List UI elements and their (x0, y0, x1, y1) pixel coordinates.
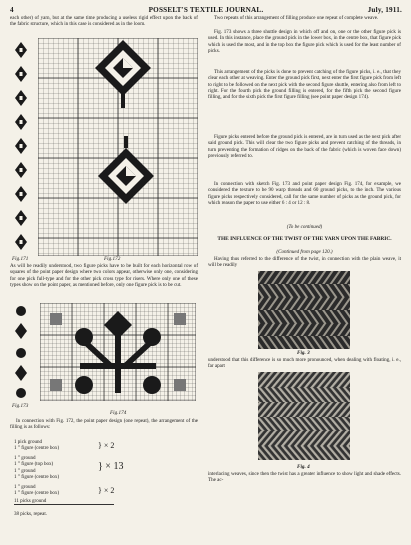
to-be-continued: (To be continued) (286, 224, 323, 230)
arrangement-total: 38 picks, repeat. (14, 511, 48, 517)
figure-4 (258, 372, 350, 460)
arrangement-line: 1 ” figure (centre box) (14, 474, 60, 481)
fig3-fabric-photo (258, 271, 350, 349)
arrangement-multiplier-1: } × 2 (98, 441, 115, 450)
section-title: THE INFLUENCE OF THE TWIST OF THE YARN UPON THE FABRIC. (217, 236, 392, 242)
fig173-caption: Fig.173 (12, 403, 29, 409)
figure-171 (12, 38, 30, 256)
paragraph-texture: In connection with sketch Fig. 173 and point paper design Fig. 174, for example, we considered the texture to be 90 warp threads and 60 ground picks, to the inch. The various figure picks respectively considered, call for the same number of picks as the ground pick, for which reason the paper to use either 6 : 4 or 12 : 8. (208, 181, 401, 207)
fig172-caption: Fig.172 (104, 256, 121, 262)
fig173-motif-strip (12, 303, 30, 401)
fig171-caption: Fig.171 (12, 256, 29, 262)
paragraph-twist-intro: Having thus referred to the difference of the twist, in connection with the plain weave, it will be readily (208, 256, 401, 269)
paragraph-intro: each other) of yarn, but at the same time producing a useless rigid effect upon the back of the fabric structure, which in this case is considered as in the loom. (10, 15, 198, 28)
page-number: 4 (10, 6, 14, 14)
figure-174 (40, 303, 196, 401)
paragraph-three-shuttle: Fig. 173 shows a three shuttle design in which off and on, one or the other figure pick is used. In this instance, place the ground pick in the lower box, in the centre box, that figure pick which is used the most, and in the top box the figure pick which is used for the least number of picks. (208, 29, 401, 55)
paragraph-filling-arrangement: In connection with Fig. 172, the point paper design (one repeat), the arrangement of the filling is as follows: (10, 418, 198, 431)
fig3-caption: Fig. 3 (297, 350, 310, 356)
paragraph-repeats: Two repeats of this arrangement of filling produce one repeat of complete weave. (214, 15, 379, 21)
paragraph-figure-picks-entered: Figure picks entered before the ground pick is entered, are in turn used as the next pick after said ground pick. This will clear the two figure picks and prevent catching of the threads, in turn preventing the formation of ridges on the back of the fabric (which is woven face down) previously referred to. (208, 134, 401, 160)
arrangement-multiplier-3: } × 2 (98, 486, 115, 495)
fig4-caption: Fig. 4 (297, 464, 310, 470)
paragraph-figure-picks: As will be readily understood, two figure picks have to be built for each horizontal row of squares of the point paper design where two colors appear, otherwise only one, considering for one pick full-type and for the other pick cross type for risers. Where only one of these types show on the point paper, as mentioned before, only one figure pick is to be cut. (10, 263, 198, 289)
issue-date: July, 1911. (367, 6, 402, 14)
figure-172 (38, 38, 198, 256)
arrangement-line: 1 ” ground (14, 455, 36, 461)
arrangement-line: 1 ” figure (centre box) (14, 445, 60, 452)
journal-title: POSSELT'S TEXTILE JOURNAL. (148, 6, 264, 14)
figure-3 (258, 271, 350, 349)
arrangement-line: 1 ” figure (top box) (14, 461, 54, 468)
fig174-caption: Fig.174 (110, 410, 127, 416)
arrangement-line: 1 pick ground (14, 439, 43, 445)
paragraph-interlacing: interlacing weaves, since then the twist has a greater influence to show light and shade effects. The ac- (208, 471, 401, 484)
fig172-point-paper (38, 38, 198, 256)
paragraph-floating-weaves: understood that this difference is so much more pronounced, when dealing with floating, i. e., far apart (208, 357, 401, 370)
paragraph-pick-arrangement: This arrangement of the picks is done to prevent catching of the figure picks, i. e., that they clear each other at weaving. Enter the ground pick first, next enter the first figure pick from left to right to be followed on the next pick with the second figure shuttle, entering also from left to right. For the fourth pick the ground filling is entered, for the fifth pick the second figure filling, and for the sixth pick the first figure filling (see point paper design 174). (208, 69, 401, 101)
arrangement-multiplier-2: } × 13 (98, 461, 124, 472)
arrangement-line: 1 ” figure (centre box) (14, 490, 60, 497)
arrangement-ground-picks: 11 picks ground (14, 498, 114, 505)
fig4-fabric-photo (258, 372, 350, 460)
continued-from: (Continued from page 120.) (276, 249, 333, 255)
arrangement-line: 1 ” ground (14, 467, 36, 474)
figure-173 (12, 303, 30, 401)
arrangement-line: 1 ” ground (14, 484, 36, 490)
fig171-motif-strip (12, 38, 30, 256)
fig174-point-paper (40, 303, 196, 401)
